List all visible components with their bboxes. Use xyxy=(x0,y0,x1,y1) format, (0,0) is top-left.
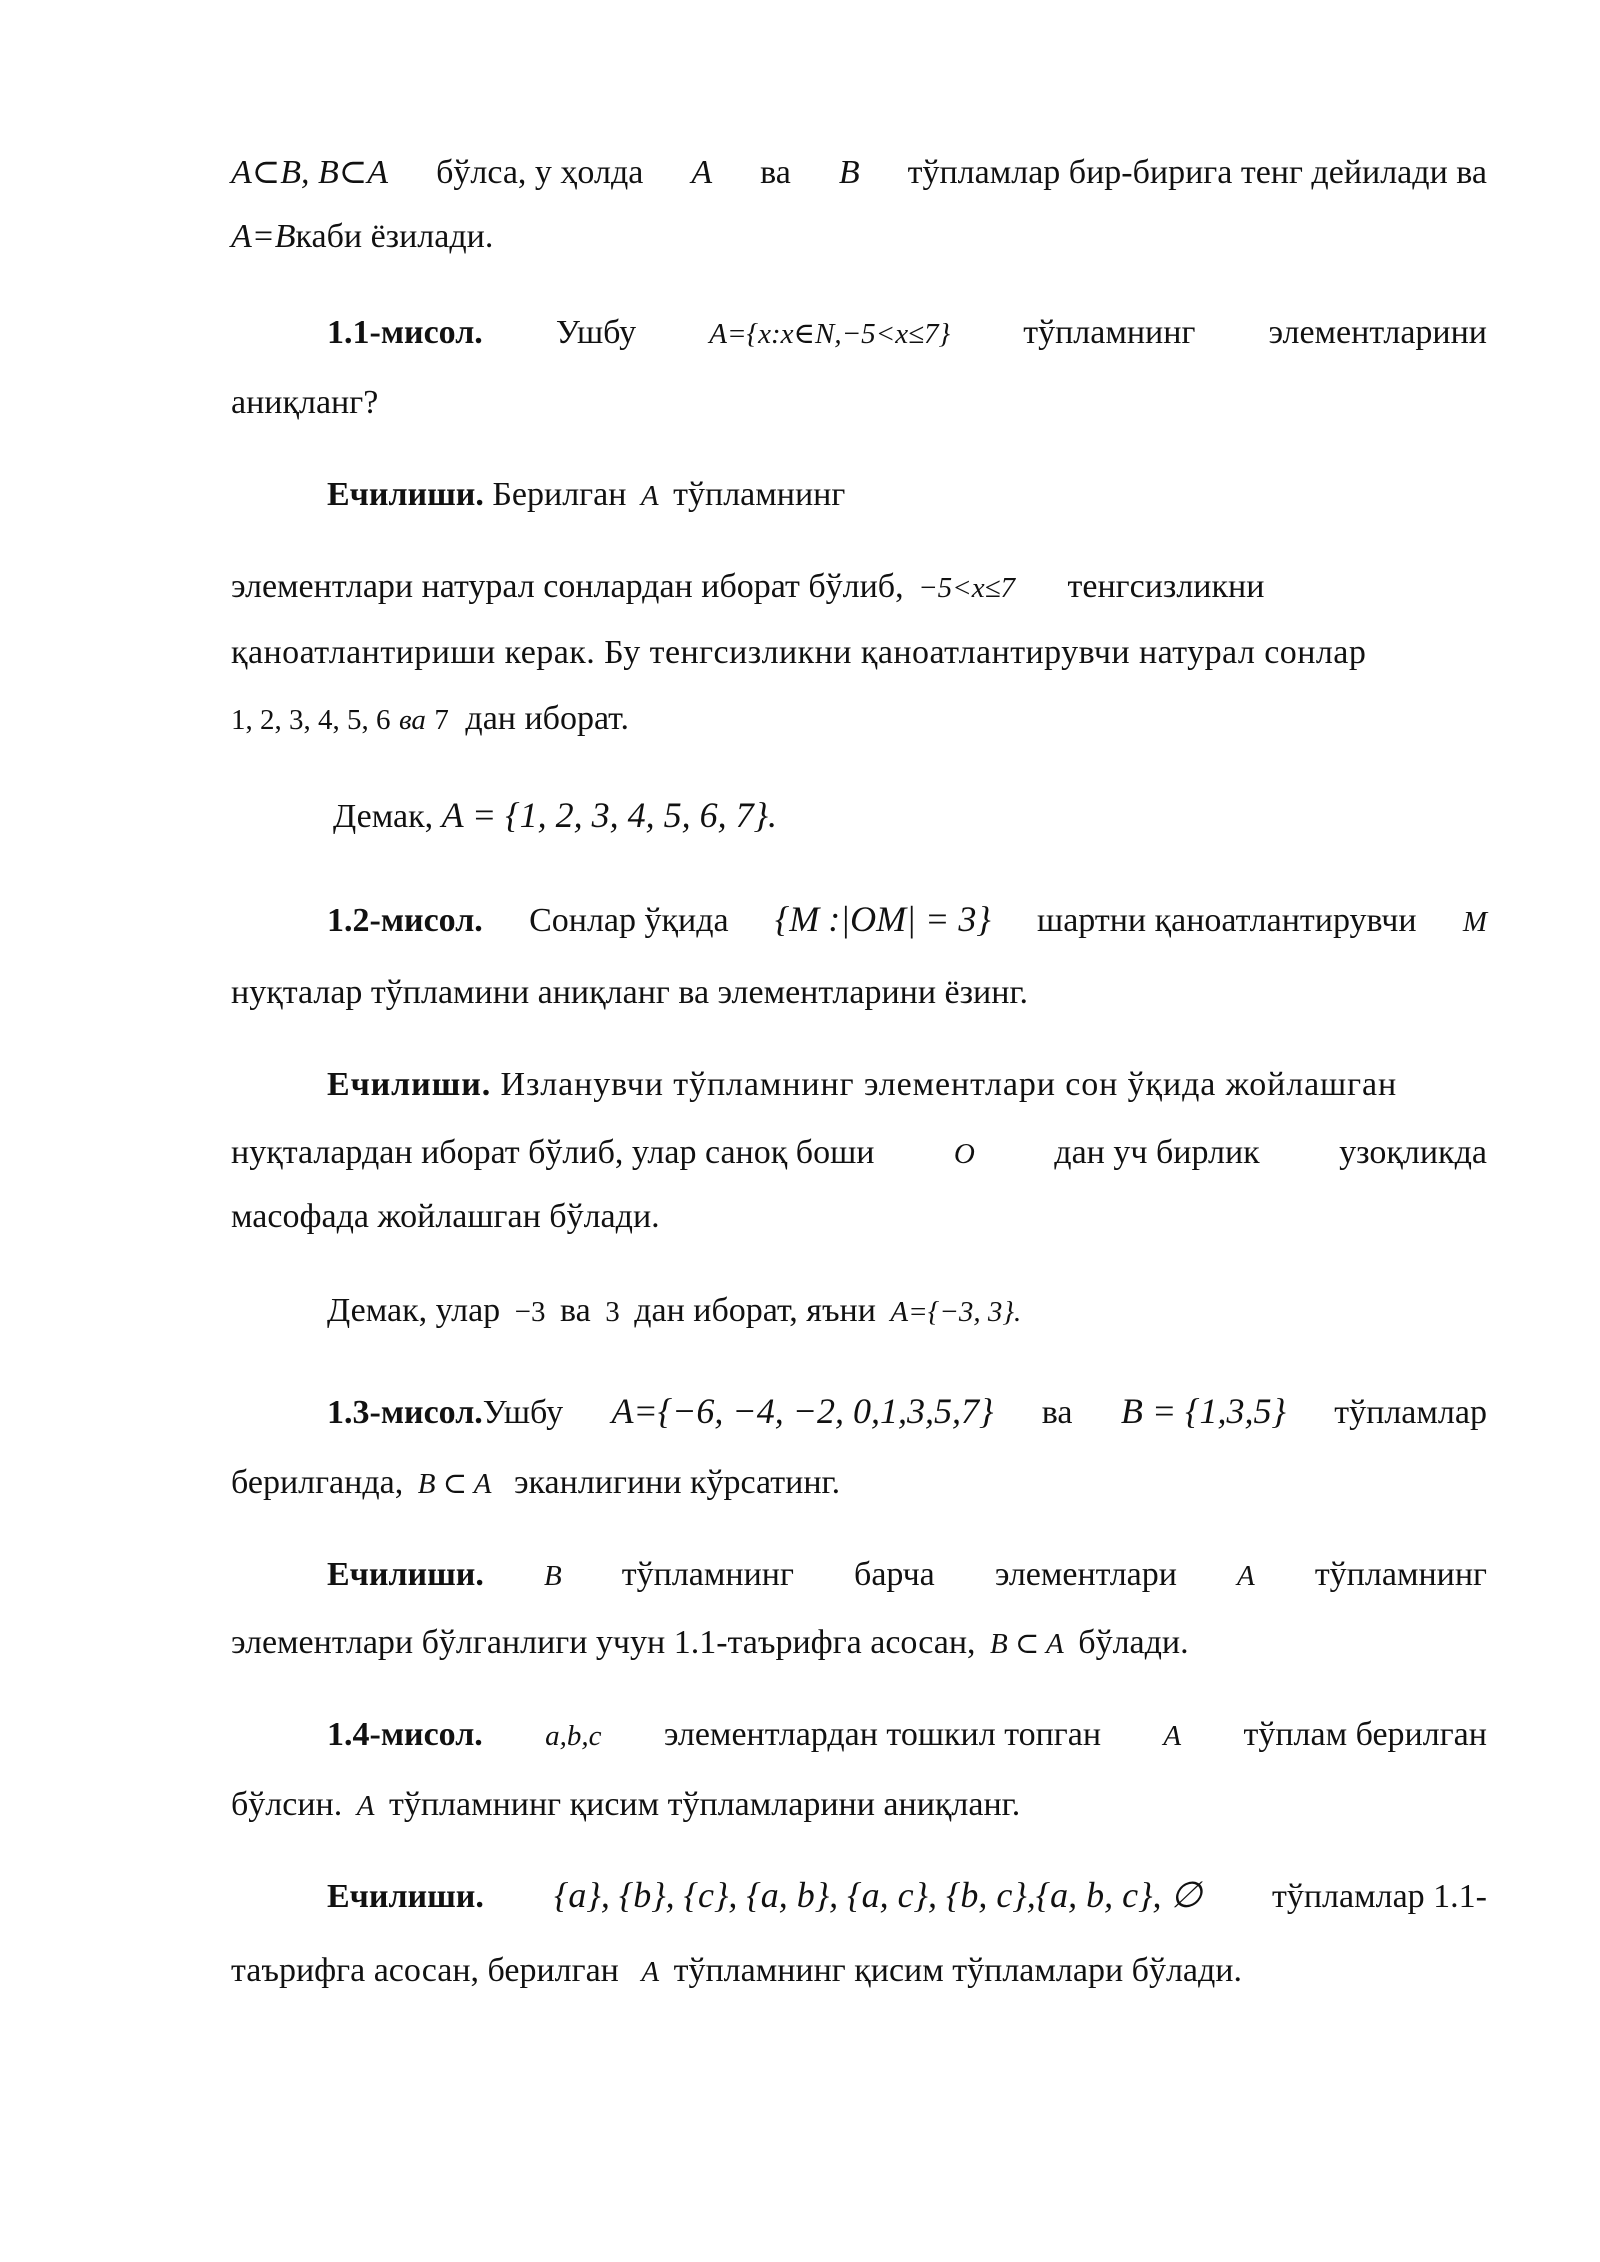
math-symbol: B xyxy=(838,154,860,191)
math-number: 3 xyxy=(605,1296,620,1328)
math-expression: A = {1, 2, 3, 4, 5, 6, 7}. xyxy=(441,795,778,835)
solution-line xyxy=(327,1552,1487,1599)
text: нуқталардан иборат бўлиб, улар саноқ боши xyxy=(231,1134,875,1171)
text: элементлари xyxy=(994,1556,1177,1593)
text: тўпламнинг xyxy=(1023,314,1196,351)
math-expression: {a}, {b}, {c}, {a, b}, {a, c}, {b, c},{a, b, c}, ∅ xyxy=(554,1875,1202,1915)
math-expression: {M :|OM| = 3} xyxy=(774,899,991,939)
text: Сонлар ўқида xyxy=(529,902,729,939)
text: тўпламлар xyxy=(1334,1394,1487,1431)
paragraph-line xyxy=(231,150,1487,196)
example-label: 1.2-мисол. xyxy=(327,902,483,939)
math-symbol: A xyxy=(356,1790,375,1822)
solution-label: Ечилиши. xyxy=(327,476,484,513)
text: бўлсин. xyxy=(231,1786,343,1823)
text: тўпламнинг xyxy=(1314,1556,1487,1593)
math-expression: A=B xyxy=(231,218,296,255)
math-symbol: A xyxy=(640,480,659,512)
text: Изланувчи тўпламнинг элементлари сон ўқида жойлашган xyxy=(500,1066,1398,1103)
text: тўпламнинг қисим тўпламларини аниқланг. xyxy=(388,1786,1021,1823)
math-number: −3 xyxy=(514,1296,546,1328)
math-expression: B = {1,3,5} xyxy=(1120,1391,1286,1431)
math-expression: A={−6, −4, −2, 0,1,3,5,7} xyxy=(611,1391,994,1431)
example-label: 1.1-мисол. xyxy=(327,314,483,351)
example-1-3-heading xyxy=(327,1388,1487,1436)
text: элементлари натурал сонлардан иборат бўлиб, xyxy=(231,568,904,605)
text: элементлари бўлганлиги учун 1.1-таърифга асосан, xyxy=(231,1624,976,1661)
solution-label: Ечилиши. xyxy=(327,1878,484,1915)
text: элементларини xyxy=(1268,314,1487,351)
paragraph-line xyxy=(231,630,1487,676)
math-symbol: A xyxy=(691,154,713,191)
text: эканлигини кўрсатинг. xyxy=(513,1464,841,1501)
text: масофада жойлашган бўлади. xyxy=(231,1198,660,1235)
paragraph-line xyxy=(231,696,1487,743)
paragraph-line xyxy=(231,970,1487,1016)
paragraph-line xyxy=(231,1130,1487,1177)
solution-label: Ечилиши. xyxy=(327,1066,492,1103)
example-1-1-heading xyxy=(327,310,1487,357)
text: бўлади. xyxy=(1078,1624,1189,1661)
paragraph-line xyxy=(231,1620,1487,1667)
example-1-2-heading xyxy=(327,896,1487,945)
solution-line xyxy=(327,472,1487,519)
text: узоқликда xyxy=(1339,1134,1487,1171)
example-label: 1.4-мисол. xyxy=(327,1716,483,1753)
text: тўпламлар бир-бирига тенг дейилади ва xyxy=(907,154,1487,191)
text: Демак, улар xyxy=(327,1292,501,1329)
text: Берилган xyxy=(492,476,627,513)
math-expression: a,b,c xyxy=(545,1720,602,1752)
text: ва xyxy=(760,154,791,191)
math-symbol: M xyxy=(1462,906,1487,938)
text: тўплам берилган xyxy=(1243,1716,1487,1753)
text: қаноатлантириши керак. Бу тенгсизликни қаноатлантирувчи натурал сонлар xyxy=(231,634,1367,671)
math-expression: B ⊂ A xyxy=(417,1468,492,1500)
solution-line xyxy=(327,1872,1487,1920)
example-label: 1.3-мисол. xyxy=(327,1394,483,1431)
text: барча xyxy=(854,1556,935,1593)
solution-line xyxy=(327,1062,1487,1108)
text: шартни қаноатлантирувчи xyxy=(1037,902,1417,939)
conclusion-line xyxy=(333,792,777,840)
math-expression: A⊂B, B⊂A xyxy=(231,154,389,191)
text: Ушбу xyxy=(482,1394,564,1431)
text: дан иборат, яъни xyxy=(634,1292,876,1329)
math-expression: A={−3, 3}. xyxy=(890,1296,1022,1328)
text: ва xyxy=(1041,1394,1073,1431)
math-symbol: B xyxy=(543,1560,562,1592)
solution-label: Ечилиши. xyxy=(327,1556,484,1593)
text: тўпламлар 1.1- xyxy=(1271,1878,1487,1915)
math-expression: A={x:x∈N,−5<x≤7} xyxy=(709,318,951,350)
text: аниқланг? xyxy=(231,384,379,421)
text: тўпламнинг қисим тўпламлари бўлади. xyxy=(673,1952,1242,1989)
text: элементлардан тошкил топган xyxy=(663,1716,1102,1753)
paragraph-line xyxy=(231,1460,1487,1507)
text: бўлса, у ҳолда xyxy=(436,154,644,191)
text: тўпламнинг xyxy=(621,1556,794,1593)
paragraph-line xyxy=(231,1948,1487,1995)
conclusion-line xyxy=(327,1288,1021,1335)
math-symbol: A xyxy=(641,1956,660,1988)
example-1-4-heading xyxy=(327,1712,1487,1759)
math-number: 7 xyxy=(434,704,449,736)
paragraph-line xyxy=(231,564,1487,611)
text: дан уч бирлик xyxy=(1054,1134,1260,1171)
text: берилганда, xyxy=(231,1464,404,1501)
text: ва xyxy=(560,1292,591,1329)
math-expression: 1, 2, 3, 4, 5, 6 xyxy=(231,704,391,736)
math-symbol: A xyxy=(1237,1560,1255,1592)
math-expression: −5<x≤7 xyxy=(918,572,1016,604)
text: тўпламнинг xyxy=(673,476,846,513)
text: дан иборат. xyxy=(465,700,629,737)
math-word: ва xyxy=(399,704,426,736)
math-symbol: A xyxy=(1163,1720,1182,1752)
text: нуқталар тўпламини аниқланг ва элементларини ёзинг. xyxy=(231,974,1029,1011)
paragraph-line xyxy=(231,1194,1487,1240)
math-symbol: O xyxy=(953,1138,975,1170)
math-expression: B ⊂ A xyxy=(990,1628,1064,1660)
text: таърифга асосан, берилган xyxy=(231,1952,619,1989)
paragraph-line xyxy=(231,1782,1487,1829)
paragraph-line xyxy=(231,380,1487,426)
text: Ушбу xyxy=(555,314,637,351)
text: тенгсизликни xyxy=(1067,568,1265,605)
text: Демак, xyxy=(333,798,434,835)
text: каби ёзилади. xyxy=(295,218,494,255)
paragraph-line xyxy=(231,214,1487,260)
